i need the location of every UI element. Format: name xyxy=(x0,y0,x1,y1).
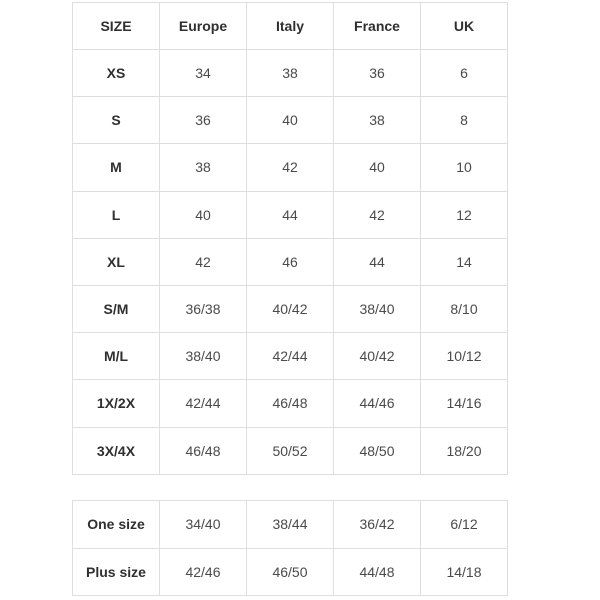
cell-france: 44/46 xyxy=(334,380,421,427)
cell-france: 42 xyxy=(334,191,421,238)
cell-europe: 46/48 xyxy=(160,427,247,474)
cell-italy: 42/44 xyxy=(247,333,334,380)
cell-europe: 42/44 xyxy=(160,380,247,427)
cell-europe: 40 xyxy=(160,191,247,238)
cell-uk: 12 xyxy=(421,191,508,238)
cell-france: 38/40 xyxy=(334,285,421,332)
cell-europe: 38 xyxy=(160,144,247,191)
cell-europe: 42/46 xyxy=(160,548,247,596)
cell-size: M xyxy=(73,144,160,191)
cell-uk: 6 xyxy=(421,50,508,97)
cell-france: 40/42 xyxy=(334,333,421,380)
header-france: France xyxy=(334,3,421,50)
cell-france: 44 xyxy=(334,238,421,285)
cell-europe: 34/40 xyxy=(160,501,247,549)
cell-size: XL xyxy=(73,238,160,285)
cell-size: L xyxy=(73,191,160,238)
table-row xyxy=(73,50,508,97)
cell-uk: 10 xyxy=(421,144,508,191)
cell-italy: 46/48 xyxy=(247,380,334,427)
extra-size-table xyxy=(72,500,508,596)
cell-uk: 6/12 xyxy=(421,501,508,549)
cell-italy: 38/44 xyxy=(247,501,334,549)
cell-uk: 8/10 xyxy=(421,285,508,332)
table-row xyxy=(73,333,508,380)
header-uk: UK xyxy=(421,3,508,50)
cell-uk: 14 xyxy=(421,238,508,285)
cell-france: 40 xyxy=(334,144,421,191)
cell-size: XS xyxy=(73,50,160,97)
cell-uk: 18/20 xyxy=(421,427,508,474)
cell-italy: 50/52 xyxy=(247,427,334,474)
cell-size: S xyxy=(73,97,160,144)
table-row xyxy=(73,285,508,332)
cell-europe: 42 xyxy=(160,238,247,285)
table-row xyxy=(73,144,508,191)
cell-france: 48/50 xyxy=(334,427,421,474)
cell-size: One size xyxy=(73,501,160,549)
cell-france: 36/42 xyxy=(334,501,421,549)
cell-italy: 40 xyxy=(247,97,334,144)
table-row xyxy=(73,97,508,144)
cell-uk: 14/18 xyxy=(421,548,508,596)
cell-size: S/M xyxy=(73,285,160,332)
cell-size: 3X/4X xyxy=(73,427,160,474)
cell-size: M/L xyxy=(73,333,160,380)
cell-italy: 46 xyxy=(247,238,334,285)
table-row xyxy=(73,427,508,474)
cell-europe: 34 xyxy=(160,50,247,97)
cell-italy: 46/50 xyxy=(247,548,334,596)
header-size: SIZE xyxy=(73,3,160,50)
cell-italy: 42 xyxy=(247,144,334,191)
cell-uk: 8 xyxy=(421,97,508,144)
table-row xyxy=(73,380,508,427)
cell-size: Plus size xyxy=(73,548,160,596)
table-row xyxy=(73,548,508,596)
cell-uk: 14/16 xyxy=(421,380,508,427)
table-header-row xyxy=(73,3,508,50)
table-row xyxy=(73,238,508,285)
cell-france: 44/48 xyxy=(334,548,421,596)
header-europe: Europe xyxy=(160,3,247,50)
cell-italy: 40/42 xyxy=(247,285,334,332)
cell-france: 36 xyxy=(334,50,421,97)
cell-europe: 36 xyxy=(160,97,247,144)
table-row xyxy=(73,501,508,549)
cell-europe: 38/40 xyxy=(160,333,247,380)
cell-europe: 36/38 xyxy=(160,285,247,332)
table-row xyxy=(73,191,508,238)
cell-size: 1X/2X xyxy=(73,380,160,427)
cell-italy: 44 xyxy=(247,191,334,238)
cell-france: 38 xyxy=(334,97,421,144)
header-italy: Italy xyxy=(247,3,334,50)
cell-uk: 10/12 xyxy=(421,333,508,380)
size-conversion-table xyxy=(72,2,508,475)
cell-italy: 38 xyxy=(247,50,334,97)
